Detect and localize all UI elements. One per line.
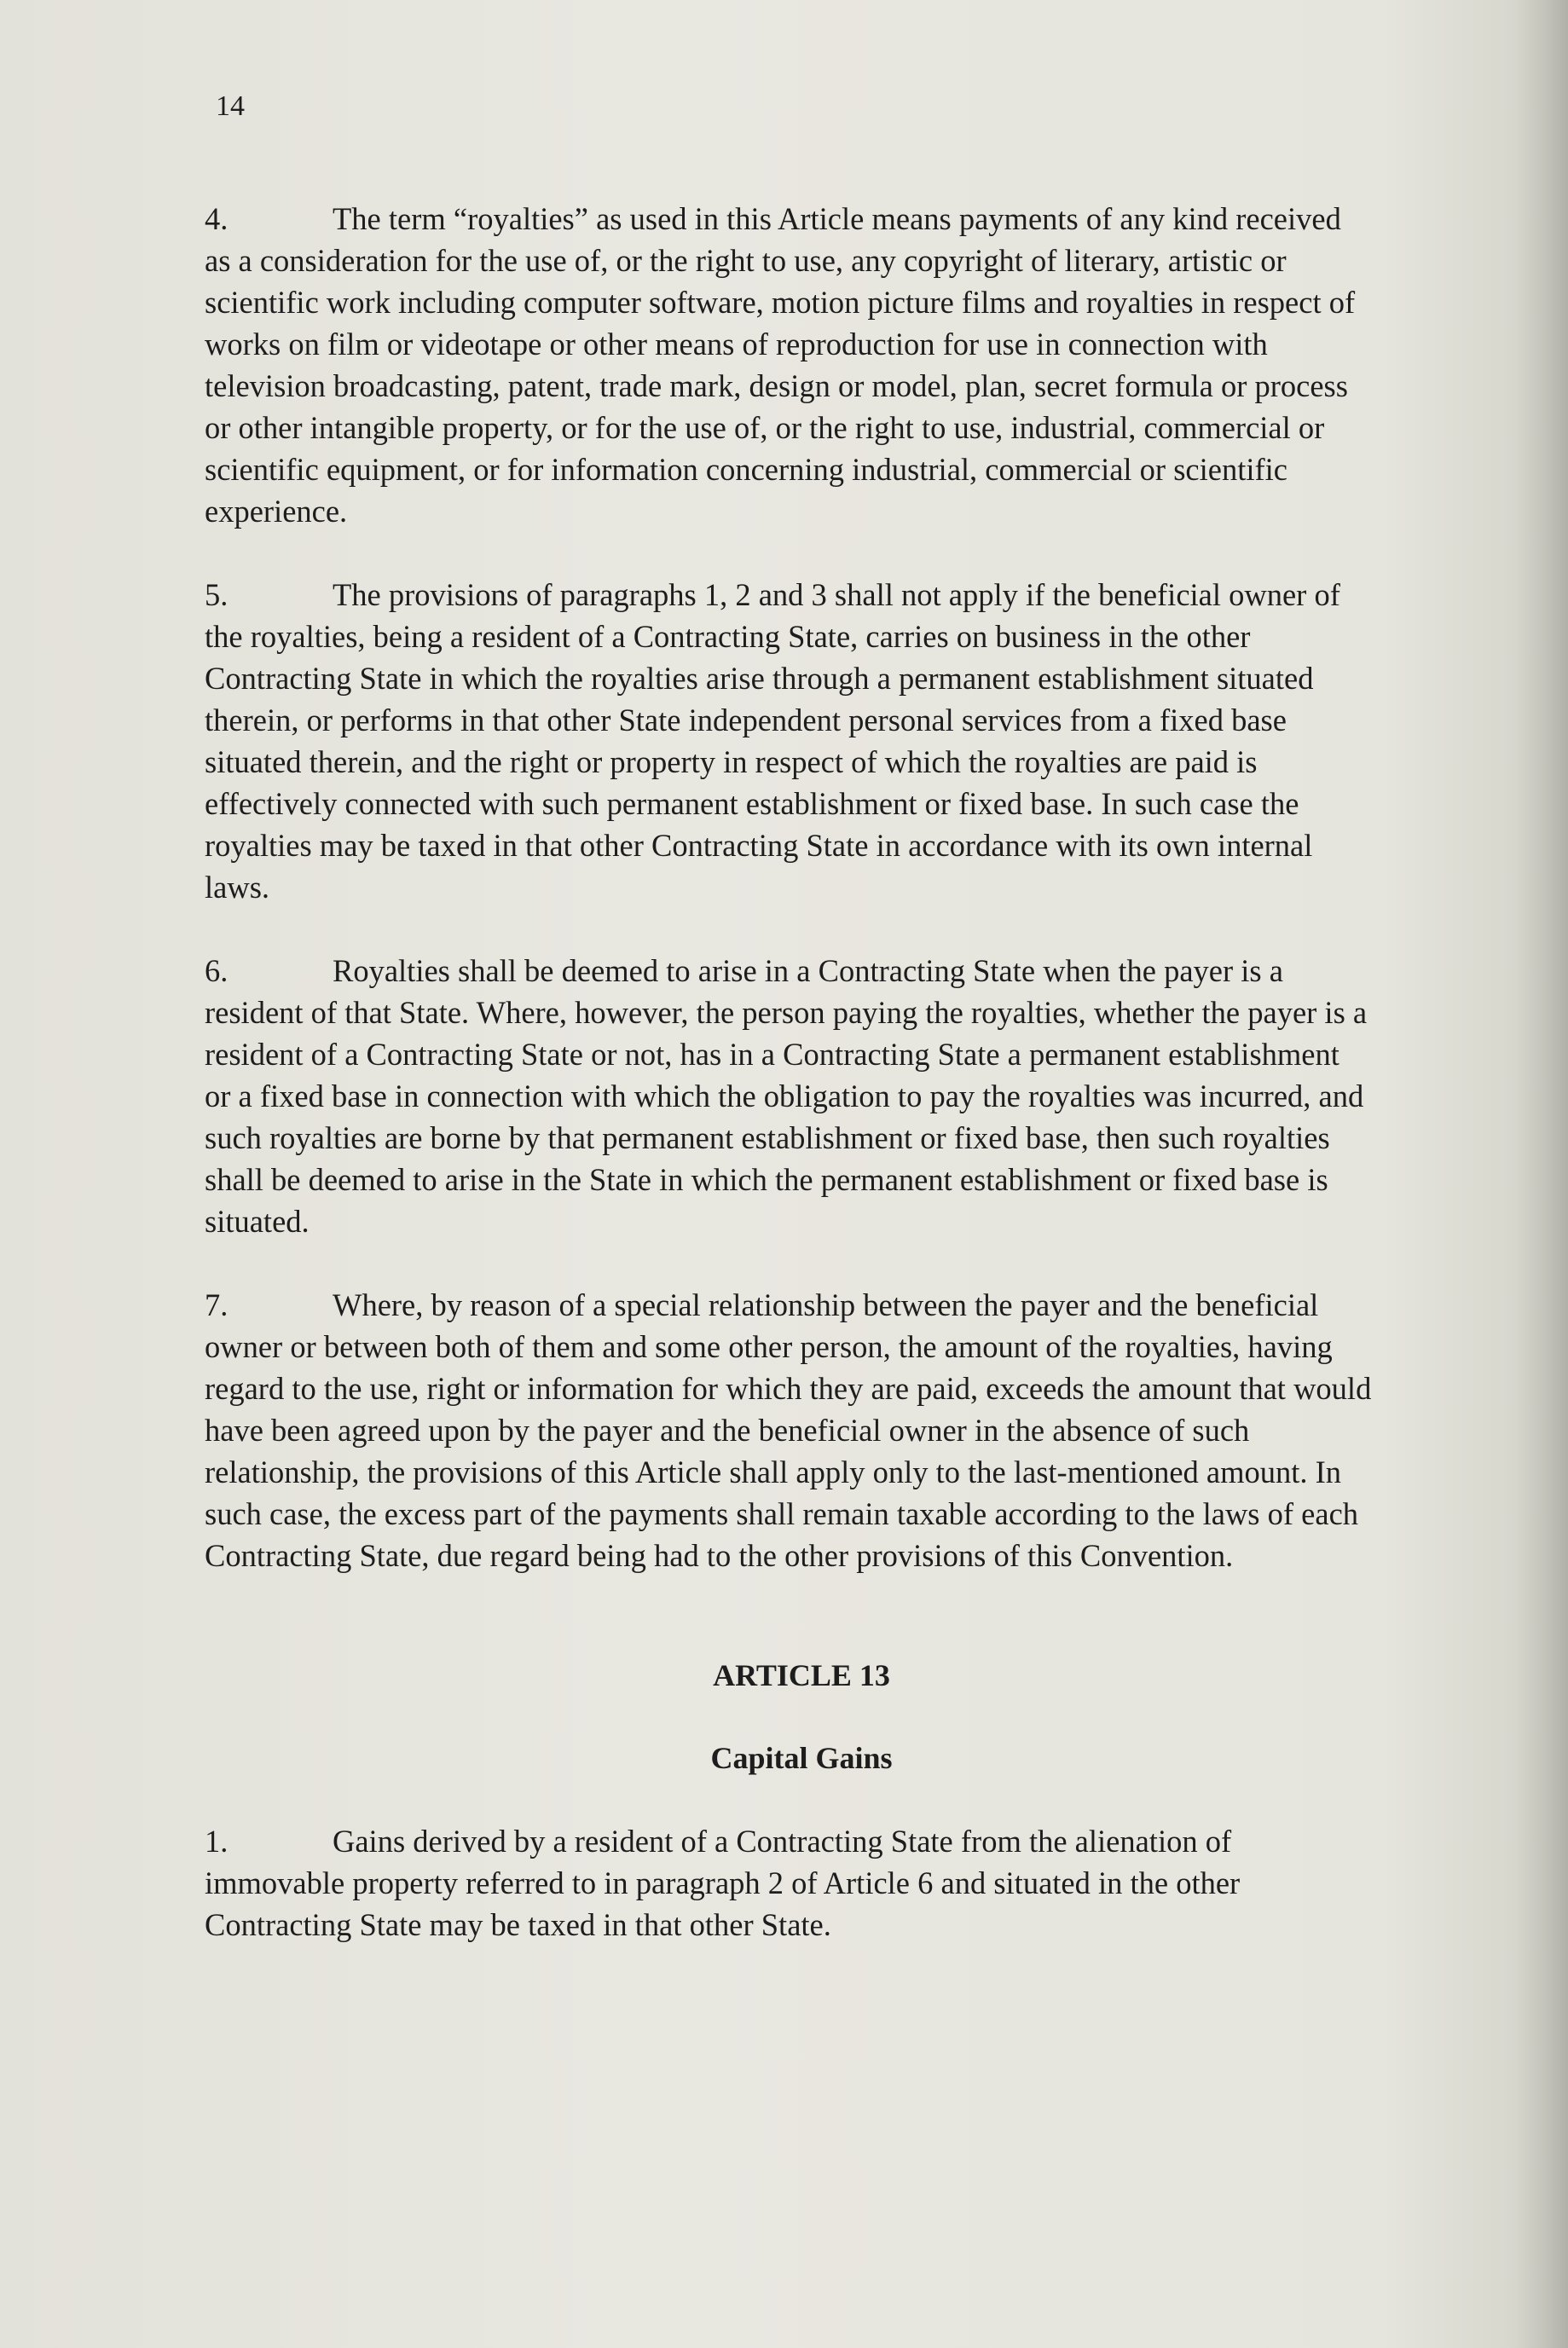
paragraph-1 bbox=[205, 1820, 1373, 1946]
paragraph-text: Where, by reason of a special relationship between the payer and the beneficial owner or between both of them and some other person, the amount of the royalties, having regard to the use, right or information for which they are paid, exceeds the amount that would have been agreed upon by the payer and the beneficial owner in the absence of such relationship, the provisions of this Article shall apply only to the last-mentioned amount. In such case, the excess part of the payments shall remain taxable according to the laws of each Contracting State, due regard being had to the other provisions of this Convention. bbox=[205, 1287, 1372, 1573]
page-edge-shadow bbox=[1517, 0, 1568, 2348]
article-heading: ARTICLE 13 bbox=[713, 1658, 890, 1692]
paragraph-7 bbox=[205, 1284, 1373, 1576]
document-body bbox=[205, 198, 1373, 1987]
paragraph-number: 1. bbox=[205, 1824, 229, 1859]
paragraph-number: 5. bbox=[205, 577, 229, 612]
page-number: 14 bbox=[216, 90, 245, 122]
paragraph-text: Royalties shall be deemed to arise in a Contracting State when the payer is a resident of that State. Where, however, the person paying the royalties, whether the payer is a resident of a Contracting State or not, has in a Contracting State a permanent establishment or a fixed base in connection with which the obligation to pay the royalties was incurred, and such royalties are borne by that permanent establishment or fixed base, then such royalties shall be deemed to arise in the State in which the permanent establishment or fixed base is situated. bbox=[205, 953, 1368, 1239]
paragraph-number: 6. bbox=[205, 953, 229, 988]
paragraph-text: The provisions of paragraphs 1, 2 and 3 shall not apply if the beneficial owner of the royalties, being a resident of a Contracting State, carries on business in the other Contracting State in which the royalties arise through a permanent establishment situated therein, or performs in that other State independent personal services from a fixed base situated therein, and the right or property in respect of which the royalties are paid is effectively connected with such permanent establishment or fixed base. In such case the royalties may be taxed in that other Contracting State in accordance with its own internal laws. bbox=[205, 577, 1340, 905]
paragraph-text: The term “royalties” as used in this Article means payments of any kind received as a consideration for the use of, or the right to use, any copyright of literary, artistic or scientific work including computer software, motion picture films and royalties in respect of works on film or videotape or other means of reproduction for use in connection with television broadcasting, patent, trade mark, design or model, plan, secret formula or process or other intangible property, or for the use of, or the right to use, industrial, commercial or scientific equipment, or for information concerning industrial, commercial or scientific experience. bbox=[205, 201, 1356, 529]
paragraph-4 bbox=[205, 198, 1373, 532]
paragraph-5 bbox=[205, 574, 1373, 908]
paragraph-number: 4. bbox=[205, 201, 229, 236]
paragraph-text: Gains derived by a resident of a Contracting State from the alienation of immovable property referred to in paragraph 2 of Article 6 and situated in the other Contracting State may be taxed in that other State. bbox=[205, 1824, 1241, 1942]
article-subheading: Capital Gains bbox=[710, 1741, 893, 1775]
paragraph-6 bbox=[205, 950, 1373, 1242]
paragraph-number: 7. bbox=[205, 1287, 229, 1322]
